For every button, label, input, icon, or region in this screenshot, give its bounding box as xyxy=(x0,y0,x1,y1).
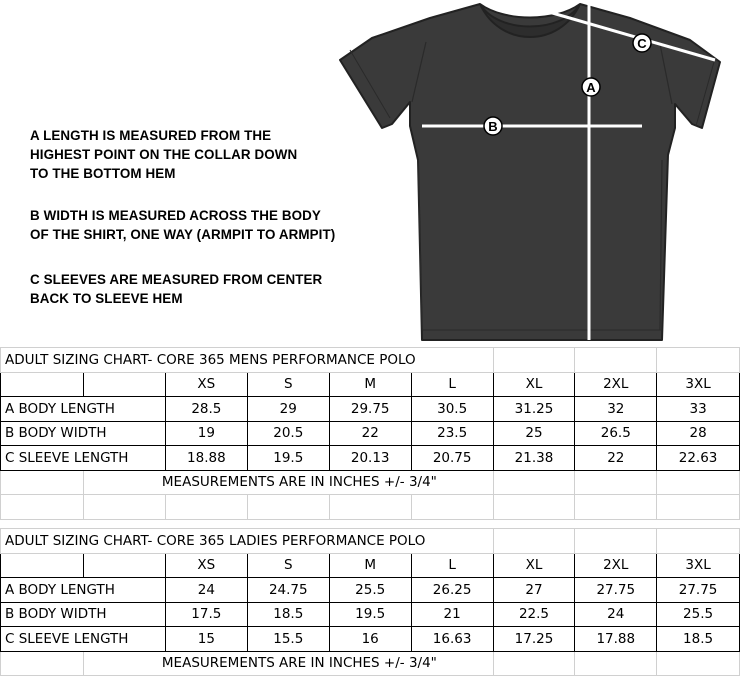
table-cell: 28.5 xyxy=(165,397,247,422)
table-row xyxy=(1,421,740,446)
table-row xyxy=(1,397,740,422)
table-cell: 17.88 xyxy=(575,627,657,652)
table-cell: 20.5 xyxy=(247,421,329,446)
size-header: L xyxy=(411,553,493,578)
table-cell: 22.5 xyxy=(493,602,575,627)
table-cell: 17.5 xyxy=(165,602,247,627)
table-title: ADULT SIZING CHART- CORE 365 MENS PERFORMANCE POLO xyxy=(1,348,494,373)
table-cell: 19 xyxy=(165,421,247,446)
tshirt-measurement-diagram xyxy=(330,0,730,345)
table-cell: 24 xyxy=(575,602,657,627)
row-label: B BODY WIDTH xyxy=(1,421,166,446)
tshirt-body-shape xyxy=(340,4,720,340)
table-cell: 18.5 xyxy=(657,627,740,652)
table-row xyxy=(1,578,740,603)
table-cell: 30.5 xyxy=(411,397,493,422)
table-cell: 28 xyxy=(657,421,740,446)
row-label: B BODY WIDTH xyxy=(1,602,166,627)
table-cell: 19.5 xyxy=(329,602,411,627)
instruction-length: A LENGTH IS MEASURED FROM THE HIGHEST POINT ON THE COLLAR DOWN TO THE BOTTOM HEM xyxy=(30,128,298,181)
table-cell: 20.75 xyxy=(411,446,493,471)
size-header: M xyxy=(329,553,411,578)
table-cell: 24.75 xyxy=(247,578,329,603)
table-cell: 24 xyxy=(165,578,247,603)
marker-b xyxy=(484,117,502,135)
marker-a xyxy=(582,78,600,96)
table-cell: 26.25 xyxy=(411,578,493,603)
size-header: S xyxy=(247,553,329,578)
table-cell: 29.75 xyxy=(329,397,411,422)
table-cell: 17.25 xyxy=(493,627,575,652)
instruction-width: B WIDTH IS MEASURED ACROSS THE BODY OF THE SHIRT, ONE WAY (ARMPIT TO ARMPIT) xyxy=(30,208,336,242)
table-title: ADULT SIZING CHART- CORE 365 LADIES PERFORMANCE POLO xyxy=(1,529,494,554)
table-row xyxy=(1,602,740,627)
table-cell: 23.5 xyxy=(411,421,493,446)
size-header: 2XL xyxy=(575,372,657,397)
table-row xyxy=(1,446,740,471)
measurement-note: MEASUREMENTS ARE IN INCHES +/- 3/4" xyxy=(83,651,493,676)
table-cell: 22 xyxy=(575,446,657,471)
table-cell: 32 xyxy=(575,397,657,422)
size-header: XL xyxy=(493,372,575,397)
table-cell: 27.75 xyxy=(575,578,657,603)
table-cell: 29 xyxy=(247,397,329,422)
size-header: L xyxy=(411,372,493,397)
table-cell: 20.13 xyxy=(329,446,411,471)
size-header: XL xyxy=(493,553,575,578)
table-cell: 25 xyxy=(493,421,575,446)
table-cell: 25.5 xyxy=(329,578,411,603)
table-cell: 26.5 xyxy=(575,421,657,446)
svg-text:B: B xyxy=(488,119,498,134)
table-cell: 18.5 xyxy=(247,602,329,627)
size-header: 3XL xyxy=(657,372,740,397)
table-cell: 21.38 xyxy=(493,446,575,471)
measurement-note: MEASUREMENTS ARE IN INCHES +/- 3/4" xyxy=(83,470,493,495)
table-cell: 25.5 xyxy=(657,602,740,627)
table-cell: 27 xyxy=(493,578,575,603)
table-header-row xyxy=(1,372,740,397)
table-row xyxy=(1,627,740,652)
table-cell: 16.63 xyxy=(411,627,493,652)
row-label: A BODY LENGTH xyxy=(1,397,166,422)
table-cell: 18.88 xyxy=(165,446,247,471)
marker-c xyxy=(633,34,651,52)
size-header: XS xyxy=(165,553,247,578)
table-cell: 16 xyxy=(329,627,411,652)
table-header-row xyxy=(1,553,740,578)
mens-size-table xyxy=(0,347,740,520)
size-header: 2XL xyxy=(575,553,657,578)
table-cell: 27.75 xyxy=(657,578,740,603)
table-cell: 31.25 xyxy=(493,397,575,422)
row-label: C SLEEVE LENGTH xyxy=(1,627,166,652)
table-cell: 19.5 xyxy=(247,446,329,471)
size-header: XS xyxy=(165,372,247,397)
table-cell: 33 xyxy=(657,397,740,422)
instruction-sleeve: C SLEEVES ARE MEASURED FROM CENTER BACK TO SLEEVE HEM xyxy=(30,272,323,306)
table-cell: 15 xyxy=(165,627,247,652)
size-header: S xyxy=(247,372,329,397)
svg-text:C: C xyxy=(637,36,647,51)
table-cell: 15.5 xyxy=(247,627,329,652)
row-label: C SLEEVE LENGTH xyxy=(1,446,166,471)
size-header: 3XL xyxy=(657,553,740,578)
size-header: M xyxy=(329,372,411,397)
table-cell: 21 xyxy=(411,602,493,627)
table-cell: 22 xyxy=(329,421,411,446)
table-cell: 22.63 xyxy=(657,446,740,471)
ladies-size-table xyxy=(0,528,740,676)
row-label: A BODY LENGTH xyxy=(1,578,166,603)
svg-text:A: A xyxy=(586,80,596,95)
